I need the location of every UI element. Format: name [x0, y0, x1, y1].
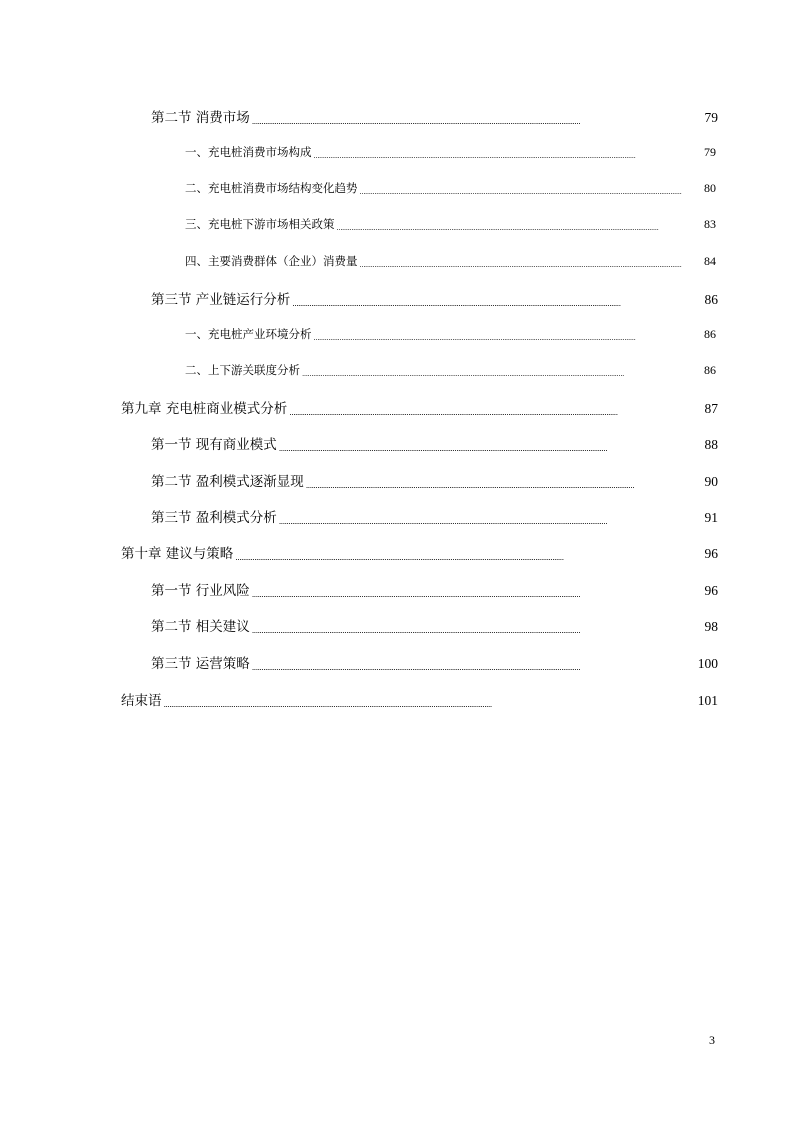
toc-entry-chapter[interactable]	[121, 542, 718, 562]
toc-entry-page: 90	[704, 474, 718, 489]
toc-entry-page: 86	[704, 363, 716, 377]
toc-entry-title: 一、充电桩消费市场构成	[185, 145, 312, 159]
toc-entry-section[interactable]	[151, 652, 718, 672]
toc-dot-leader	[279, 512, 703, 526]
toc-entry-title: 三、充电桩下游市场相关政策	[185, 217, 335, 231]
toc-entry-page: 86	[704, 292, 718, 307]
toc-entry-page: 101	[697, 693, 718, 708]
toc-dot-leader	[279, 439, 703, 453]
toc-dot-leader	[314, 147, 695, 159]
toc-entry-title: 第十章 建议与策略	[121, 546, 234, 562]
toc-dot-leader	[337, 219, 695, 231]
toc-entry-page: 83	[704, 217, 716, 231]
toc-entry-page: 88	[704, 437, 718, 452]
toc-entry-section[interactable]	[151, 615, 718, 635]
toc-dot-leader	[252, 112, 703, 126]
toc-dot-leader	[292, 294, 702, 308]
toc-dot-leader	[252, 621, 703, 635]
toc-entry-title: 二、上下游关联度分析	[185, 363, 300, 377]
toc-entry-section[interactable]	[151, 470, 718, 490]
toc-dot-leader	[252, 658, 696, 672]
toc-entry-subsection[interactable]	[185, 326, 716, 342]
toc-entry-subsection[interactable]	[185, 144, 716, 160]
toc-entry-title: 一、充电桩产业环境分析	[185, 327, 312, 341]
toc-entry-page: 87	[704, 401, 718, 416]
toc-entry-chapter[interactable]	[121, 397, 718, 417]
toc-entry-page: 79	[704, 145, 716, 159]
toc-entry-page: 91	[704, 510, 718, 525]
toc-entry-title: 第二节 相关建议	[151, 619, 250, 635]
toc-entry-subsection[interactable]	[185, 362, 716, 378]
toc-entry-section[interactable]	[151, 288, 718, 308]
toc-entry-title: 二、充电桩消费市场结构变化趋势	[185, 181, 358, 195]
toc-dot-leader	[360, 183, 695, 195]
toc-entry-page: 96	[704, 583, 718, 598]
toc-entry-page: 100	[697, 656, 718, 671]
toc-entry-title: 第二节 盈利模式逐渐显现	[151, 474, 304, 490]
toc-entry-subsection[interactable]	[185, 216, 716, 232]
footer-page-number: 3	[709, 1033, 715, 1047]
toc-entry-section[interactable]	[151, 579, 718, 599]
toc-entry-title: 第三节 产业链运行分析	[151, 292, 291, 308]
toc-entry-title: 第三节 盈利模式分析	[151, 510, 277, 526]
toc-dot-leader	[302, 365, 694, 377]
toc-entry-page: 96	[704, 546, 718, 561]
toc-entry-title: 第三节 运营策略	[151, 656, 250, 672]
toc-entry-page: 84	[704, 254, 716, 268]
toc-entry-page: 79	[704, 110, 718, 125]
toc-entry-title: 第一节 现有商业模式	[151, 437, 277, 453]
toc-dot-leader	[289, 403, 702, 417]
toc-dot-leader	[164, 695, 696, 709]
toc-dot-leader	[306, 476, 703, 490]
toc-entry-chapter[interactable]	[121, 689, 718, 709]
toc-entry-title: 结束语	[121, 693, 162, 709]
toc-entry-title: 第一节 行业风险	[151, 583, 250, 599]
toc-entry-page: 80	[704, 181, 716, 195]
toc-entry-title: 第二节 消费市场	[151, 110, 250, 126]
toc-dot-leader	[252, 585, 703, 599]
toc-dot-leader	[360, 256, 695, 268]
toc-entry-title: 四、主要消费群体（企业）消费量	[185, 254, 358, 268]
toc-entry-subsection[interactable]	[185, 180, 716, 196]
toc-dot-leader	[235, 548, 702, 562]
toc-entry-section[interactable]	[151, 433, 718, 453]
toc-entry-page: 98	[704, 619, 718, 634]
toc-dot-leader	[314, 329, 695, 341]
toc-entry-subsection[interactable]	[185, 253, 716, 269]
toc-entry-title: 第九章 充电桩商业模式分析	[121, 401, 288, 417]
toc-entry-section[interactable]	[151, 106, 718, 126]
toc-entry-section[interactable]	[151, 506, 718, 526]
toc-entry-page: 86	[704, 327, 716, 341]
